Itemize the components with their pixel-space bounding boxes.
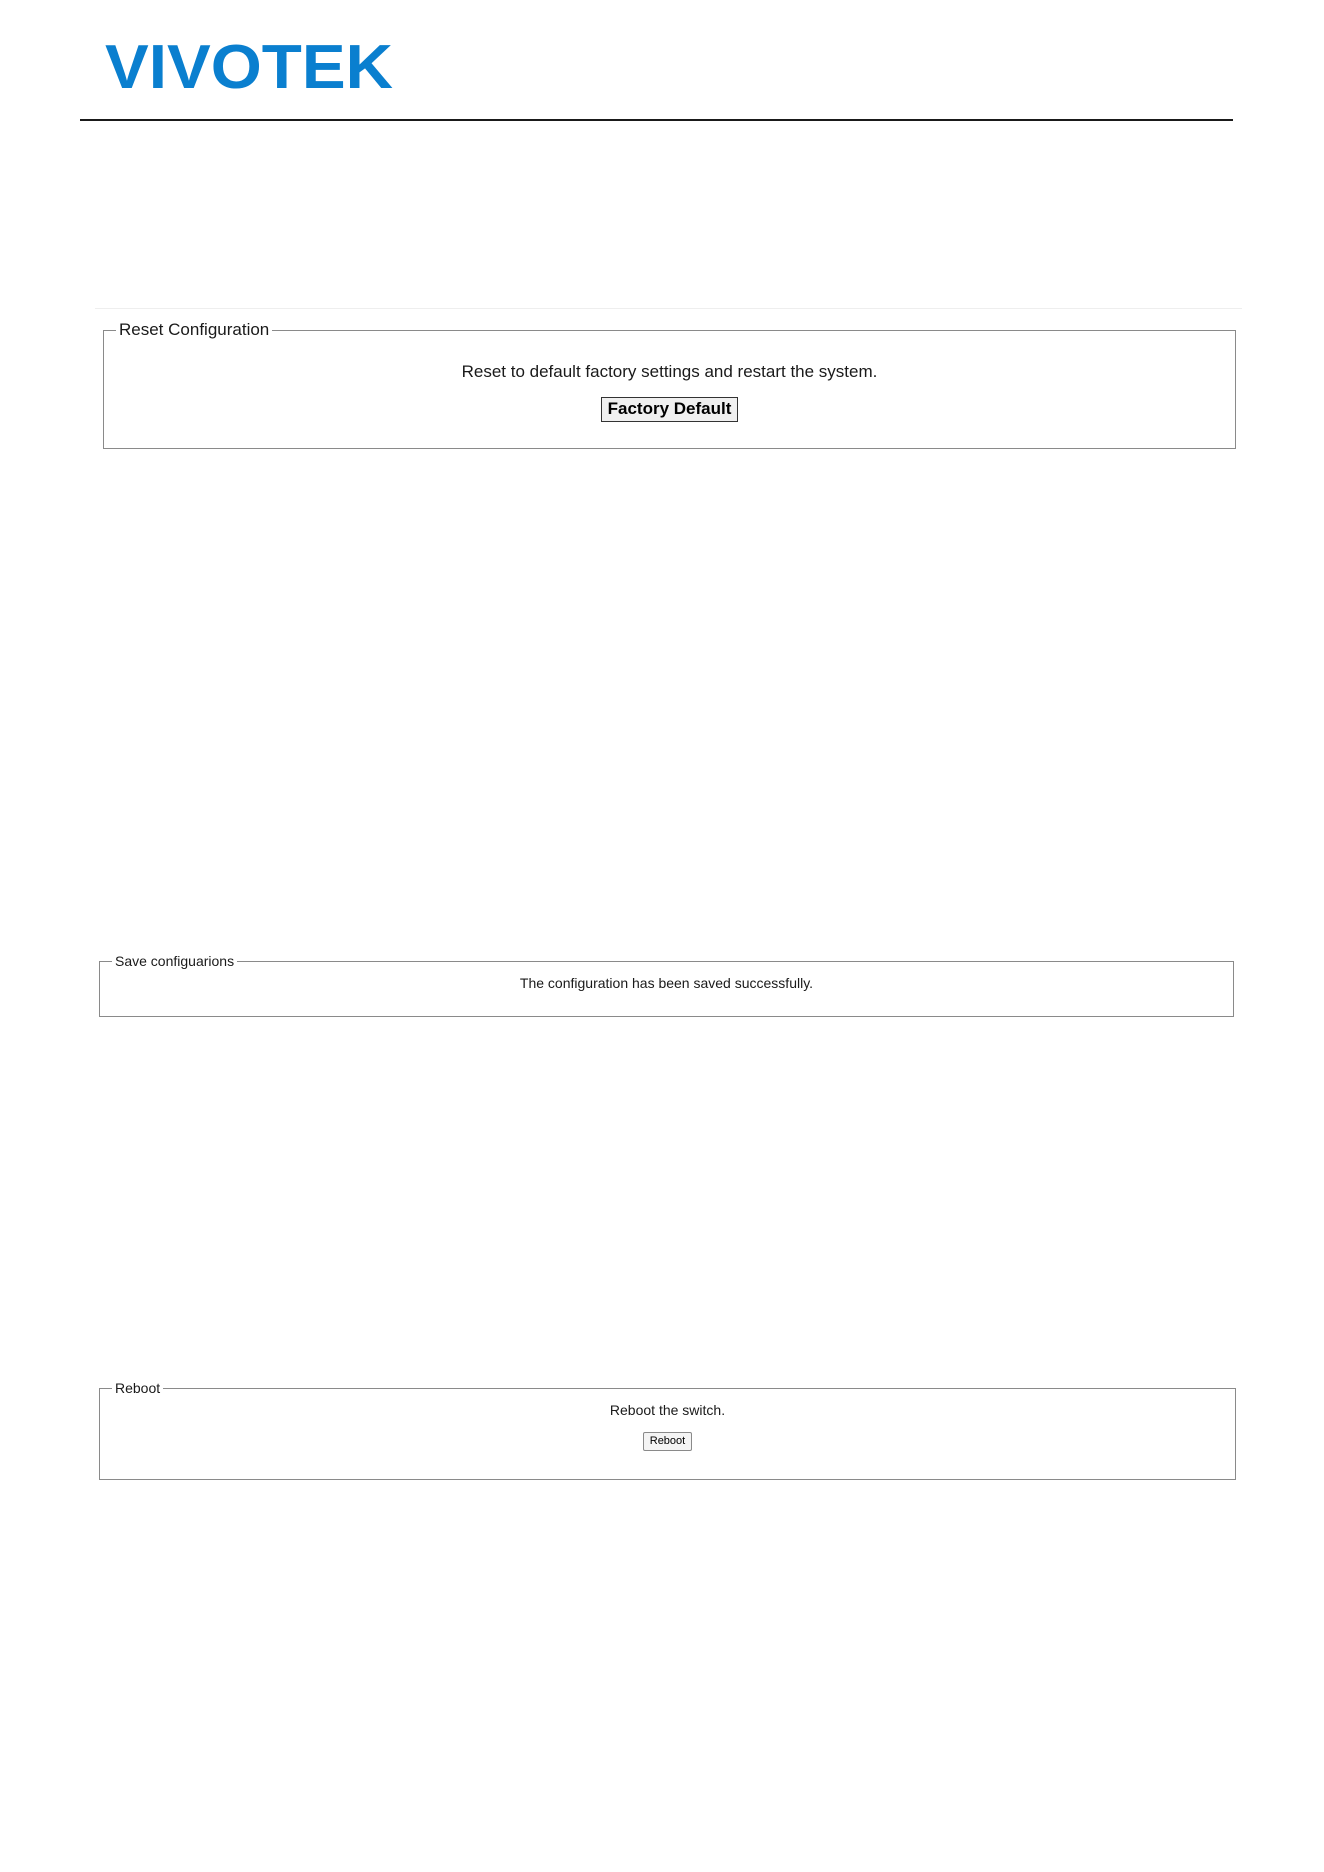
save-configurations-legend: Save configuarions xyxy=(115,953,235,969)
reset-configuration-legend: Reset Configuration xyxy=(119,320,270,339)
factory-default-button[interactable]: Factory Default xyxy=(601,397,739,422)
save-success-message: The configuration has been saved successfully. xyxy=(519,975,814,991)
vivotek-logo-image xyxy=(105,40,395,92)
save-configurations-group xyxy=(99,953,1234,1017)
vivotek-logo xyxy=(105,40,395,92)
section-divider xyxy=(95,308,1242,309)
reset-configuration-description: Reset to default factory settings and restart the system. xyxy=(461,362,878,381)
vivotek-logo-text: VIVOTEK xyxy=(105,40,394,92)
reboot-description: Reboot the switch. xyxy=(609,1402,726,1418)
reboot-group xyxy=(99,1380,1236,1480)
header-divider xyxy=(80,119,1233,121)
reboot-button[interactable]: Reboot xyxy=(643,1432,692,1451)
reboot-legend: Reboot xyxy=(115,1380,161,1396)
reset-configuration-group xyxy=(103,320,1236,449)
